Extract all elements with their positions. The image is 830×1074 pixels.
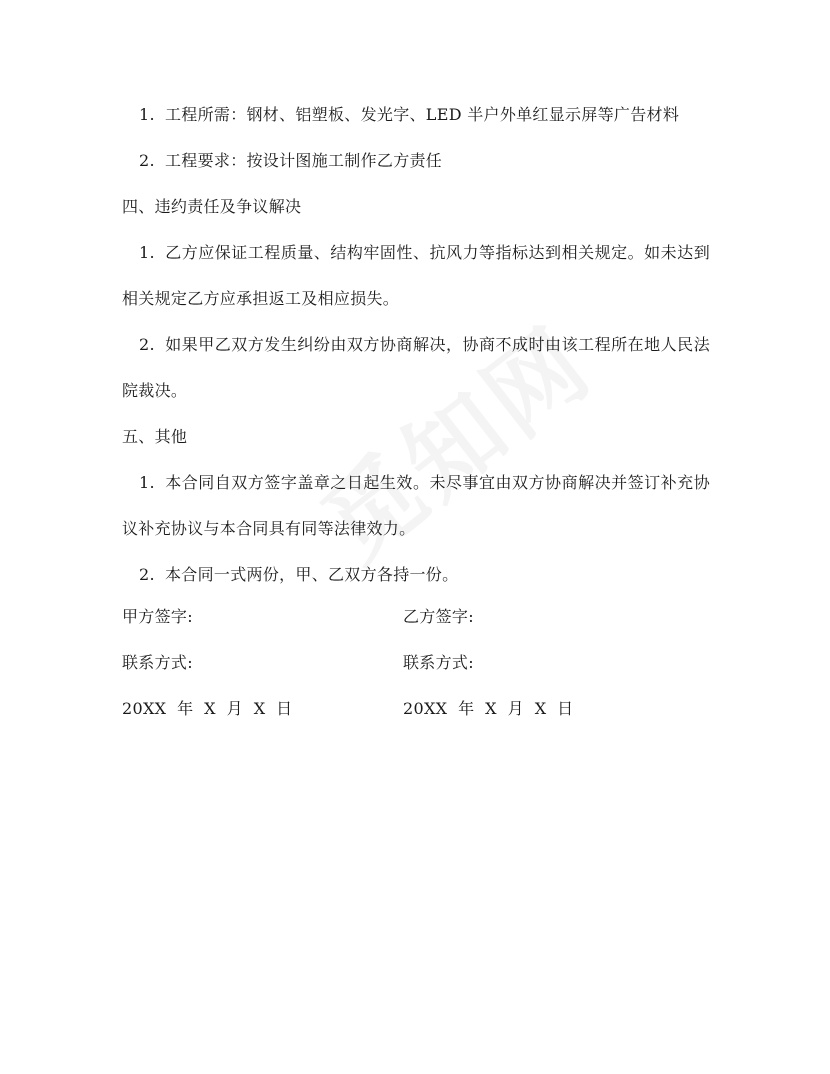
party-b-contact-label: 联系方式: (403, 653, 474, 672)
party-b-sign-label: 乙方签字: (403, 607, 474, 626)
materials-item (139, 105, 679, 125)
section5-heading: 五、其他 (122, 427, 188, 446)
section5-item2 (139, 565, 458, 585)
item-number: 2. (139, 151, 155, 170)
item-text: 乙方应保证工程质量、结构牢固性、抗风力等指标达到相关规定。如未达到 (165, 243, 710, 262)
party-a-date: 20XX 年 X 月 X 日 (122, 699, 293, 718)
party-b-date: 20XX 年 X 月 X 日 (403, 699, 574, 718)
item-number: 2. (139, 565, 155, 584)
section4-heading: 四、违约责任及争议解决 (122, 197, 302, 216)
item-text: 如果甲乙双方发生纠纷由双方协商解决，协商不成时由该工程所在地人民法 (165, 335, 710, 354)
item-text: 本合同一式两份，甲、乙双方各持一份。 (165, 565, 459, 584)
item-text: 工程所需：钢材、铝塑板、发光字、LED 半户外单红显示屏等广告材料 (165, 105, 680, 124)
section5-item1-line1 (139, 473, 710, 493)
item-text: 工程要求：按设计图施工制作乙方责任 (165, 151, 443, 170)
section4-item1-line2: 相关规定乙方应承担返工及相应损失。 (122, 289, 400, 308)
section5-item1-line2: 议补充协议与本合同具有同等法律效力。 (122, 519, 416, 538)
item-number: 1. (139, 473, 155, 492)
section4-item1-line1 (139, 243, 710, 263)
item-text: 本合同自双方签字盖章之日起生效。未尽事宜由双方协商解决并签订补充协 (165, 473, 710, 492)
item-number: 2. (139, 335, 155, 354)
requirements-item (139, 151, 442, 171)
item-number: 1. (139, 243, 155, 262)
item-number: 1. (139, 105, 155, 124)
party-a-contact-label: 联系方式: (122, 653, 193, 672)
section4-item2-line2: 院裁决。 (122, 381, 188, 400)
section4-item2-line1 (139, 335, 710, 355)
party-a-sign-label: 甲方签字: (122, 607, 193, 626)
